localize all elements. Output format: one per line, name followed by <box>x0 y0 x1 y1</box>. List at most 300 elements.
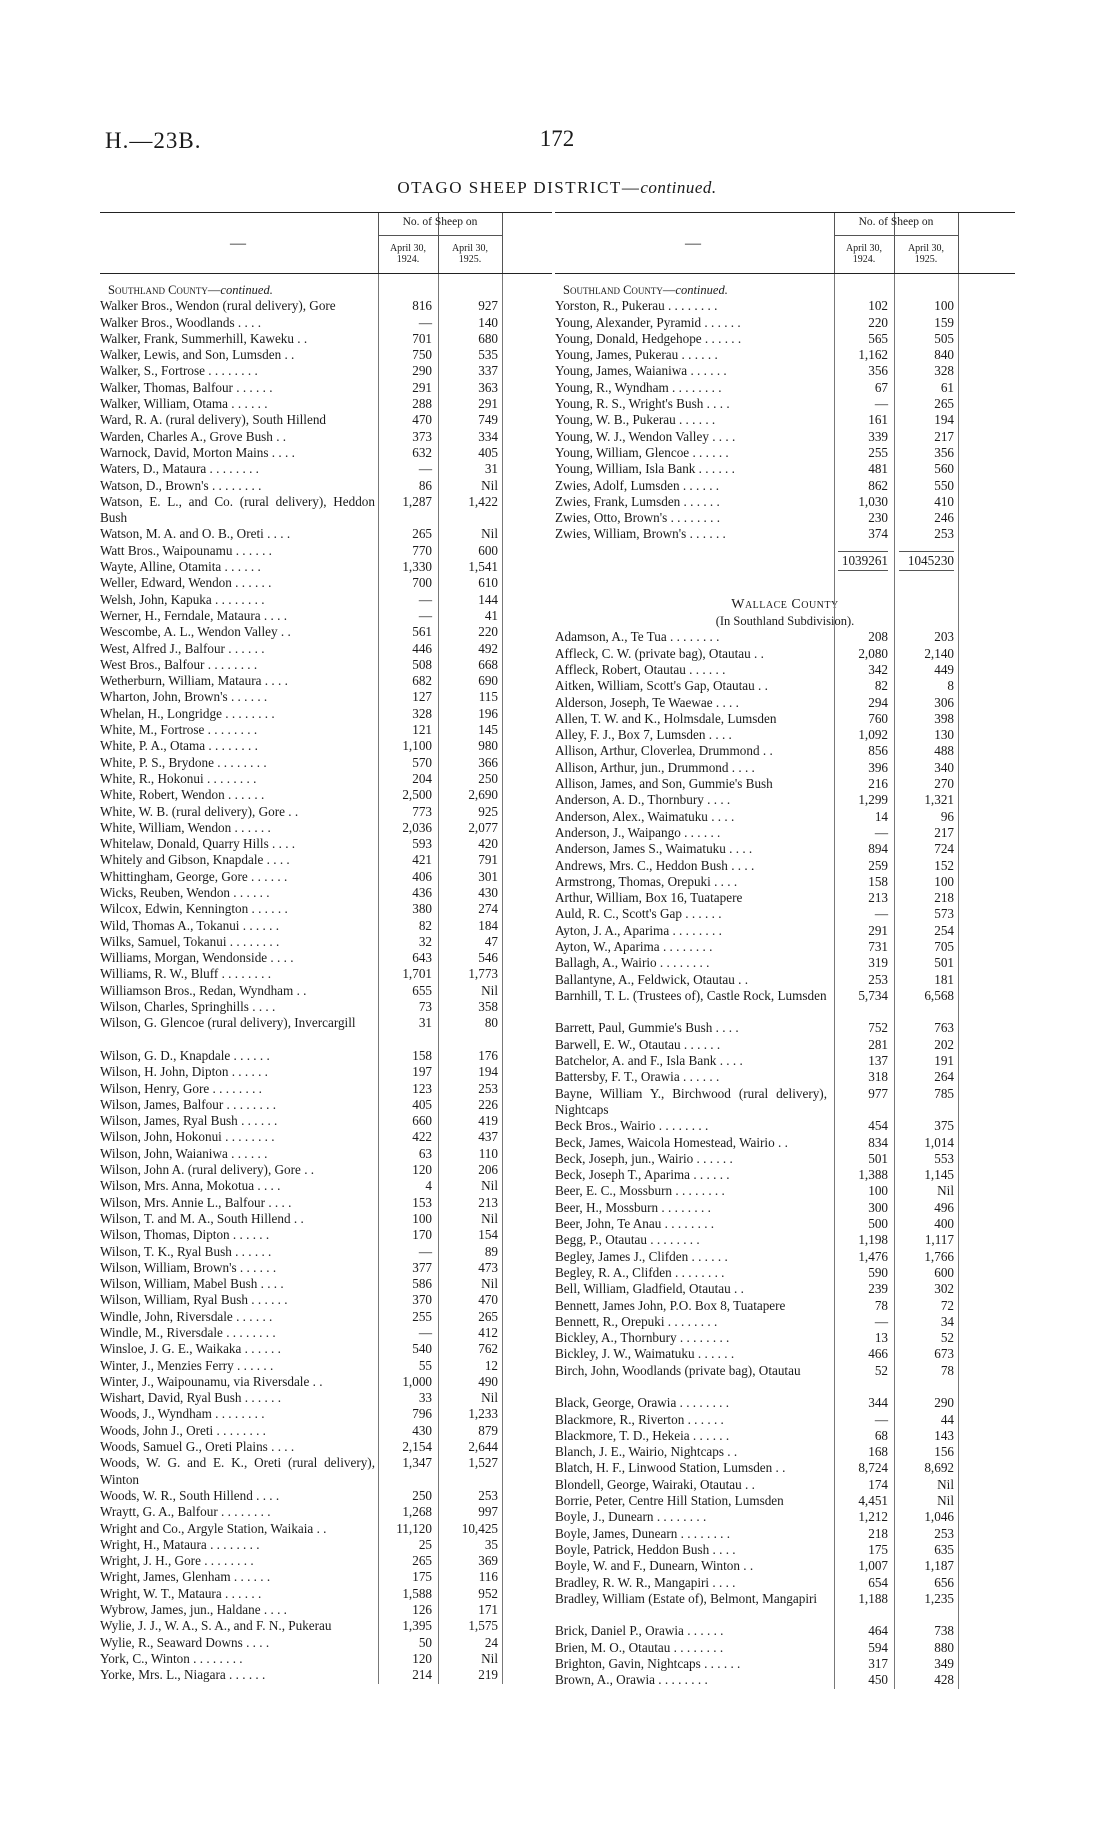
sheep-1924: 2,500 <box>402 787 432 803</box>
sheep-1925: 217 <box>934 824 954 840</box>
sheep-1925: 176 <box>478 1047 498 1063</box>
sheep-1924: 208 <box>868 629 888 645</box>
section-heading: Southland County—continued. <box>108 283 273 297</box>
owner-name: Begley, James J., Clifden . . . . . . <box>555 1248 728 1264</box>
sheep-1924: 816 <box>412 298 432 314</box>
sheep-1925: 488 <box>934 743 954 759</box>
county-heading: Wallace County <box>731 596 839 612</box>
table-row <box>100 1569 552 1585</box>
table-row <box>100 836 552 852</box>
owner-name: Wright, J. H., Gore . . . . . . . . <box>100 1553 254 1569</box>
sheep-1925: 220 <box>478 624 498 640</box>
sheep-1925: 110 <box>478 1145 498 1161</box>
sheep-1924: 82 <box>418 917 432 933</box>
sheep-1924: 288 <box>412 396 432 412</box>
owner-name: Watt Bros., Waipounamu . . . . . . <box>100 542 272 558</box>
table-row <box>555 792 1015 808</box>
sheep-1925: 302 <box>934 1281 954 1297</box>
sheep-1924: 291 <box>412 379 432 395</box>
sheep-1925: 449 <box>934 661 954 677</box>
table-row <box>100 1146 552 1162</box>
sheep-1924: 52 <box>874 1362 888 1378</box>
table-row <box>100 1455 552 1488</box>
sheep-1925: 668 <box>478 656 498 672</box>
sheep-1924: 770 <box>412 542 432 558</box>
sheep-1924: 422 <box>412 1129 432 1145</box>
sheep-1924: 68 <box>874 1427 888 1443</box>
owner-name: Wilson, James, Ryal Bush . . . . . . <box>100 1113 278 1129</box>
owner-name: Young, William, Glencoe . . . . . . <box>555 444 729 460</box>
sheep-1924: 126 <box>412 1602 432 1618</box>
table-row <box>555 1640 1015 1656</box>
sheep-1925: 925 <box>478 803 498 819</box>
table-row <box>555 1183 1015 1199</box>
owner-name: Winter, J., Waipounamu, via Riversdale . . <box>100 1373 323 1389</box>
sheep-1925: 980 <box>478 738 498 754</box>
sheep-1924: 1,212 <box>858 1509 888 1525</box>
owner-name: Wilson, Mrs. Anna, Mokotua . . . . <box>100 1178 281 1194</box>
owner-name: Brown, A., Orawia . . . . . . . . <box>555 1672 708 1688</box>
sheep-1924: 1,476 <box>858 1248 888 1264</box>
table-row <box>555 1265 1015 1281</box>
sheep-1924: 220 <box>868 314 888 330</box>
owner-name: Wilson, G. D., Knapdale . . . . . . <box>100 1047 270 1063</box>
sheep-1925: 191 <box>934 1053 954 1069</box>
table-row <box>100 1667 552 1683</box>
sheep-1924: 594 <box>868 1639 888 1655</box>
sheep-1924: 570 <box>412 754 432 770</box>
owner-name: Wilson, Thomas, Dipton . . . . . . <box>100 1227 270 1243</box>
sheep-1925: 31 <box>484 461 498 477</box>
sheep-1924: 342 <box>868 661 888 677</box>
owner-name: Auld, R. C., Scott's Gap . . . . . . <box>555 906 722 922</box>
col-1924-header: April 30, 1924. <box>389 243 427 265</box>
table-row <box>100 559 552 575</box>
sheep-1925: 246 <box>934 510 954 526</box>
owner-name: Wylie, R., Seaward Downs . . . . <box>100 1634 270 1650</box>
table-row <box>100 445 552 461</box>
owner-name: Watson, M. A. and O. B., Oreti . . . . <box>100 526 291 542</box>
owner-name: Bradley, William (Estate of), Belmont, Mangapiri <box>555 1590 818 1606</box>
table-row <box>555 510 1015 526</box>
sheep-1924: 2,036 <box>402 819 432 835</box>
table-row <box>100 722 552 738</box>
sheep-1925: Nil <box>481 477 498 493</box>
owner-name: Anderson, A. D., Thornbury . . . . <box>555 792 731 808</box>
table-row <box>100 380 552 396</box>
sheep-1925: 274 <box>478 901 498 917</box>
owner-name: White, William, Wendon . . . . . . <box>100 819 271 835</box>
sheep-1925: 202 <box>934 1036 954 1052</box>
table-row <box>555 743 1015 759</box>
table-row <box>555 1346 1015 1362</box>
owner-name: Woods, W. G. and E. K., Oreti (rural delivery), Winton <box>100 1455 375 1487</box>
right-table-body <box>555 274 1015 1689</box>
table-row <box>555 298 1015 314</box>
sheep-1925: 927 <box>478 298 498 314</box>
sheep-1924: 300 <box>868 1199 888 1215</box>
sheep-1924: 643 <box>412 950 432 966</box>
sheep-1924: — <box>874 906 888 922</box>
owner-name: West Bros., Balfour . . . . . . . . <box>100 656 258 672</box>
sheep-1924: 158 <box>412 1047 432 1063</box>
section-total <box>555 543 1015 577</box>
owner-name: Brien, M. O., Otautau . . . . . . . . <box>555 1639 724 1655</box>
owner-name: Young, R., Wyndham . . . . . . . . <box>555 379 722 395</box>
owner-name: Warnock, David, Morton Mains . . . . <box>100 444 295 460</box>
owner-name: Ballantyne, A., Feldwick, Otautau . . <box>555 971 749 987</box>
table-row <box>100 1406 552 1422</box>
owner-name: Blanch, J. E., Wairio, Nightcaps . . <box>555 1444 738 1460</box>
owner-name: Wilson, T. and M. A., South Hillend . . <box>100 1210 304 1226</box>
table-row <box>100 771 552 787</box>
sheep-1925: Nil <box>481 1276 498 1292</box>
table-row <box>100 1048 552 1064</box>
name-column-header: — <box>685 235 701 252</box>
owner-name: Watson, D., Brown's . . . . . . . . <box>100 477 262 493</box>
table-row <box>100 315 552 331</box>
sheep-1924: 253 <box>868 971 888 987</box>
owner-name: Wayte, Alline, Otamita . . . . . . <box>100 559 261 575</box>
sheep-1925: 41 <box>484 607 498 623</box>
sheep-1924: 255 <box>868 444 888 460</box>
sheep-1924: 259 <box>868 857 888 873</box>
table-row <box>100 1162 552 1178</box>
sheep-1924: 170 <box>412 1227 432 1243</box>
sheep-1925: 420 <box>478 836 498 852</box>
sheep-1925: 8 <box>947 678 954 694</box>
sheep-1924: 356 <box>868 363 888 379</box>
table-row <box>555 1591 1015 1624</box>
table-row <box>100 1537 552 1553</box>
table-row <box>100 412 552 428</box>
owner-name: Whittingham, George, Gore . . . . . . <box>100 868 288 884</box>
owner-name: Andrews, Mrs. C., Heddon Bush . . . . <box>555 857 755 873</box>
table-row <box>100 624 552 640</box>
owner-name: Beck, James, Waicola Homestead, Wairio . . <box>555 1134 788 1150</box>
sheep-1924: 396 <box>868 759 888 775</box>
sheep-1925: 1,014 <box>924 1134 954 1150</box>
owner-name: Barwell, E. W., Otautau . . . . . . <box>555 1036 721 1052</box>
sheep-1925: 44 <box>940 1411 954 1427</box>
sheep-1924: 796 <box>412 1406 432 1422</box>
sheep-1924: 1,198 <box>858 1232 888 1248</box>
table-row <box>555 629 1015 645</box>
owner-name: Adamson, A., Te Tua . . . . . . . . <box>555 629 720 645</box>
table-row <box>100 999 552 1015</box>
sheep-1924: 153 <box>412 1194 432 1210</box>
sheep-1924: 1,330 <box>402 559 432 575</box>
table-row <box>555 1200 1015 1216</box>
table-row <box>555 695 1015 711</box>
owner-name: Barnhill, T. L. (Trustees of), Castle Rock, Lumsden <box>555 987 827 1003</box>
owner-name: Bennett, James John, P.O. Box 8, Tuatapere <box>555 1297 786 1313</box>
sheep-1924: 540 <box>412 1341 432 1357</box>
sheep-1924: 161 <box>868 412 888 428</box>
table-row <box>100 1015 552 1048</box>
sheep-1924: 1,395 <box>402 1618 432 1634</box>
table-row <box>100 1504 552 1520</box>
owner-name: Battersby, F. T., Orawia . . . . . . <box>555 1069 720 1085</box>
sheep-1924: — <box>874 1411 888 1427</box>
sheep-1924: 374 <box>868 526 888 542</box>
sheep-1925: 10,425 <box>461 1520 498 1536</box>
sheep-1925: 194 <box>478 1064 498 1080</box>
sheep-1924: 1,162 <box>858 347 888 363</box>
owner-name: Batchelor, A. and F., Isla Bank . . . . <box>555 1053 743 1069</box>
sheep-1925: 100 <box>934 873 954 889</box>
sheep-1925: 253 <box>934 1525 954 1541</box>
owner-name: White, Robert, Wendon . . . . . . <box>100 787 265 803</box>
sheep-1925: 535 <box>478 347 498 363</box>
owner-name: Anderson, Alex., Waimatuku . . . . <box>555 808 735 824</box>
owner-name: Wilks, Samuel, Tokanui . . . . . . . . <box>100 933 280 949</box>
sheep-1925: 340 <box>934 759 954 775</box>
table-row <box>100 852 552 868</box>
sheep-1925: 270 <box>934 776 954 792</box>
sheep-1925: 356 <box>934 444 954 460</box>
table-row <box>555 825 1015 841</box>
owner-name: Blackmore, T. D., Hekeia . . . . . . <box>555 1427 730 1443</box>
page-title: OTAGO SHEEP DISTRICT—continued. <box>397 178 717 197</box>
sheep-1924: 436 <box>412 884 432 900</box>
table-row <box>555 939 1015 955</box>
table-row <box>100 1227 552 1243</box>
sheep-1924: 294 <box>868 694 888 710</box>
sheep-1924: 31 <box>418 1015 432 1031</box>
left-column <box>100 212 552 1684</box>
sheep-1924: 1,100 <box>402 738 432 754</box>
sheep-1925: 96 <box>940 808 954 824</box>
owner-name: Warden, Charles A., Grove Bush . . <box>100 428 287 444</box>
sheep-1924: 25 <box>418 1536 432 1552</box>
table-row <box>555 347 1015 363</box>
owner-name: York, C., Winton . . . . . . . . <box>100 1650 243 1666</box>
owner-name: Bell, William, Gladfield, Otautau . . <box>555 1281 744 1297</box>
owner-name: Wilson, William, Brown's . . . . . . <box>100 1259 277 1275</box>
table-row <box>100 934 552 950</box>
owner-name: Wright and Co., Argyle Station, Waikaia . . <box>100 1520 327 1536</box>
sheep-1924: 377 <box>412 1259 432 1275</box>
sheep-1924: 632 <box>412 444 432 460</box>
table-row <box>555 678 1015 694</box>
owner-name: Blatch, H. F., Linwood Station, Lumsden . . <box>555 1460 786 1476</box>
sheep-1924: 204 <box>412 770 432 786</box>
owner-name: Welsh, John, Kapuka . . . . . . . . <box>100 591 265 607</box>
owner-name: Birch, John, Woodlands (private bag), Otautau <box>555 1362 801 1378</box>
owner-name: Brick, Daniel P., Orawia . . . . . . <box>555 1623 724 1639</box>
sheep-1925: 253 <box>934 526 954 542</box>
owner-name: White, P. A., Otama . . . . . . . . <box>100 738 258 754</box>
sheep-1925: 1,046 <box>924 1509 954 1525</box>
sheep-1925: 550 <box>934 477 954 493</box>
owner-name: Wilson, John A. (rural delivery), Gore . . <box>100 1162 315 1178</box>
sheep-1925: 785 <box>934 1085 954 1101</box>
table-row <box>555 972 1015 988</box>
sheep-1924: — <box>418 1325 432 1340</box>
owner-name: Bradley, R. W. R., Mangapiri . . . . <box>555 1574 736 1590</box>
table-row <box>100 869 552 885</box>
sheep-1925: 159 <box>934 314 954 330</box>
sheep-1925: Nil <box>937 1493 954 1509</box>
sheep-1924: 1,347 <box>402 1455 432 1471</box>
owner-name: Wilson, William, Ryal Bush . . . . . . <box>100 1292 288 1308</box>
table-row <box>555 1412 1015 1428</box>
table-row <box>100 1113 552 1129</box>
sheep-1925: 72 <box>940 1297 954 1313</box>
sheep-1925: Nil <box>481 1178 498 1194</box>
owner-name: Ballagh, A., Wairio . . . . . . . . <box>555 955 710 971</box>
sheep-1925: 1,117 <box>924 1232 954 1248</box>
owner-name: Wishart, David, Ryal Bush . . . . . . <box>100 1390 281 1406</box>
sheep-1924: 216 <box>868 776 888 792</box>
owner-name: Walker, Lewis, and Son, Lumsden . . <box>100 347 295 363</box>
owner-name: Boyle, James, Dunearn . . . . . . . . <box>555 1525 731 1541</box>
sheep-1925: 600 <box>934 1264 954 1280</box>
table-row <box>100 706 552 722</box>
table-row <box>555 646 1015 662</box>
owner-name: Young, R. S., Wright's Bush . . . . <box>555 396 730 412</box>
sheep-1924: 406 <box>412 868 432 884</box>
sheep-1924: 281 <box>868 1036 888 1052</box>
table-row <box>555 727 1015 743</box>
owner-name: Woods, Samuel G., Oreti Plains . . . . <box>100 1439 295 1455</box>
sheep-1925: 705 <box>934 938 954 954</box>
sheep-1924: 265 <box>412 1553 432 1569</box>
table-row <box>555 1216 1015 1232</box>
sheep-1925: 80 <box>484 1015 498 1031</box>
sheep-1925: 791 <box>478 852 498 868</box>
sheep-1924: 50 <box>418 1634 432 1650</box>
owner-name: Watson, E. L., and Co. (rural delivery), Heddon Bush <box>100 493 375 526</box>
sheep-1924: 380 <box>412 901 432 917</box>
owner-name: Ayton, W., Aparima . . . . . . . . <box>555 938 713 954</box>
owner-name: Beer, John, Te Anau . . . . . . . . <box>555 1216 715 1232</box>
sheep-1924: 100 <box>868 1183 888 1199</box>
sheep-1924: 1,007 <box>858 1558 888 1574</box>
owner-name: Aitken, William, Scott's Gap, Otautau . . <box>555 678 768 694</box>
sheep-1925: 1,575 <box>468 1618 498 1634</box>
owner-name: Winsloe, J. G. E., Waikaka . . . . . . <box>100 1341 281 1357</box>
table-row <box>555 429 1015 445</box>
sheep-1925: 363 <box>478 379 498 395</box>
sheep-1924: 344 <box>868 1395 888 1411</box>
owner-name: Wilson, John, Waianiwa . . . . . . <box>100 1145 268 1161</box>
sheep-1925: 1,773 <box>468 966 498 982</box>
sheep-1924: 752 <box>868 1020 888 1036</box>
sheep-1924: 450 <box>868 1672 888 1688</box>
sheep-1925: Nil <box>481 1650 498 1666</box>
owner-name: Williams, Morgan, Wendonside . . . . <box>100 950 294 966</box>
table-row <box>100 983 552 999</box>
table-header <box>100 212 552 274</box>
sheep-1924: 446 <box>412 640 432 656</box>
sheep-1924: 1,030 <box>858 493 888 509</box>
sheep-1925: 100 <box>934 298 954 314</box>
owner-name: Begley, R. A., Clifden . . . . . . . . <box>555 1264 725 1280</box>
table-row <box>100 966 552 982</box>
sheep-1925: 762 <box>478 1341 498 1357</box>
owner-name: Waters, D., Mataura . . . . . . . . <box>100 461 259 477</box>
owner-name: Allison, Arthur, jun., Drummond . . . . <box>555 759 755 775</box>
sheep-1925: 8,692 <box>924 1460 954 1476</box>
sheep-1924: 654 <box>868 1574 888 1590</box>
sheep-1924: 454 <box>868 1118 888 1134</box>
owner-name: Brighton, Gavin, Nightcaps . . . . . . <box>555 1656 741 1672</box>
table-row <box>555 1623 1015 1639</box>
table-row <box>555 776 1015 792</box>
sheep-1924: 73 <box>418 999 432 1015</box>
sheep-1925: 490 <box>478 1373 498 1389</box>
owner-name: Woods, W. R., South Hillend . . . . <box>100 1487 280 1503</box>
page-number: 172 <box>539 126 575 151</box>
sheep-1924: 894 <box>868 841 888 857</box>
table-row <box>100 689 552 705</box>
sheep-1925: 400 <box>934 1216 954 1232</box>
table-row <box>555 1314 1015 1330</box>
owner-name: Young, William, Isla Bank . . . . . . <box>555 461 735 477</box>
table-row <box>100 608 552 624</box>
sheep-1924: 175 <box>412 1569 432 1585</box>
owner-name: Walker, Thomas, Balfour . . . . . . <box>100 379 273 395</box>
table-row <box>555 1509 1015 1525</box>
owner-name: Williams, R. W., Bluff . . . . . . . . <box>100 966 272 982</box>
sheep-1925: 1,235 <box>924 1590 954 1606</box>
table-row <box>555 858 1015 874</box>
sheep-1924: 255 <box>412 1308 432 1324</box>
sheep-1924: 4 <box>425 1178 432 1194</box>
owner-name: Beer, E. C., Mossburn . . . . . . . . <box>555 1183 725 1199</box>
sheep-1924: 1,299 <box>858 792 888 808</box>
sheep-1924: 291 <box>868 922 888 938</box>
table-row <box>100 575 552 591</box>
owner-name: Blondell, George, Wairaki, Otautau . . <box>555 1476 755 1492</box>
table-row <box>100 885 552 901</box>
table-row <box>555 1493 1015 1509</box>
sheep-1925: 115 <box>478 689 498 705</box>
sheep-1925: 152 <box>934 857 954 873</box>
sheep-1925: 264 <box>934 1069 954 1085</box>
owner-name: Walker, William, Otama . . . . . . <box>100 396 268 412</box>
owner-name: Wilson, Henry, Gore . . . . . . . . <box>100 1080 262 1096</box>
sheep-1925: 410 <box>934 493 954 509</box>
owner-name: Williamson Bros., Redan, Wyndham . . <box>100 982 307 998</box>
sheep-1925: 337 <box>478 363 498 379</box>
table-row <box>555 874 1015 890</box>
sheep-1925: 12 <box>484 1357 498 1373</box>
sheep-1924: 501 <box>868 1150 888 1166</box>
sheep-1925: 473 <box>478 1259 498 1275</box>
sheep-1924: 773 <box>412 803 432 819</box>
owner-name: Windle, M., Riversdale . . . . . . . . <box>100 1325 276 1340</box>
sheep-1924: 373 <box>412 428 432 444</box>
sheep-1925: 116 <box>478 1569 498 1585</box>
owner-name: Whelan, H., Longridge . . . . . . . . <box>100 705 275 721</box>
sheep-1925: 690 <box>478 673 498 689</box>
sheep-1925: 218 <box>934 890 954 906</box>
owner-name: Walker Bros., Woodlands . . . . <box>100 314 261 330</box>
owner-name: Wilson, T. K., Ryal Bush . . . . . . <box>100 1243 272 1259</box>
sheep-1924: 660 <box>412 1113 432 1129</box>
table-row <box>100 1195 552 1211</box>
table-row <box>100 1211 552 1227</box>
owner-name: Woods, John J., Oreti . . . . . . . . <box>100 1422 266 1438</box>
sheep-1925: 52 <box>940 1330 954 1346</box>
table-row <box>100 543 552 559</box>
sheep-1924: 701 <box>412 330 432 346</box>
table-row <box>100 1244 552 1260</box>
table-row <box>555 1575 1015 1591</box>
